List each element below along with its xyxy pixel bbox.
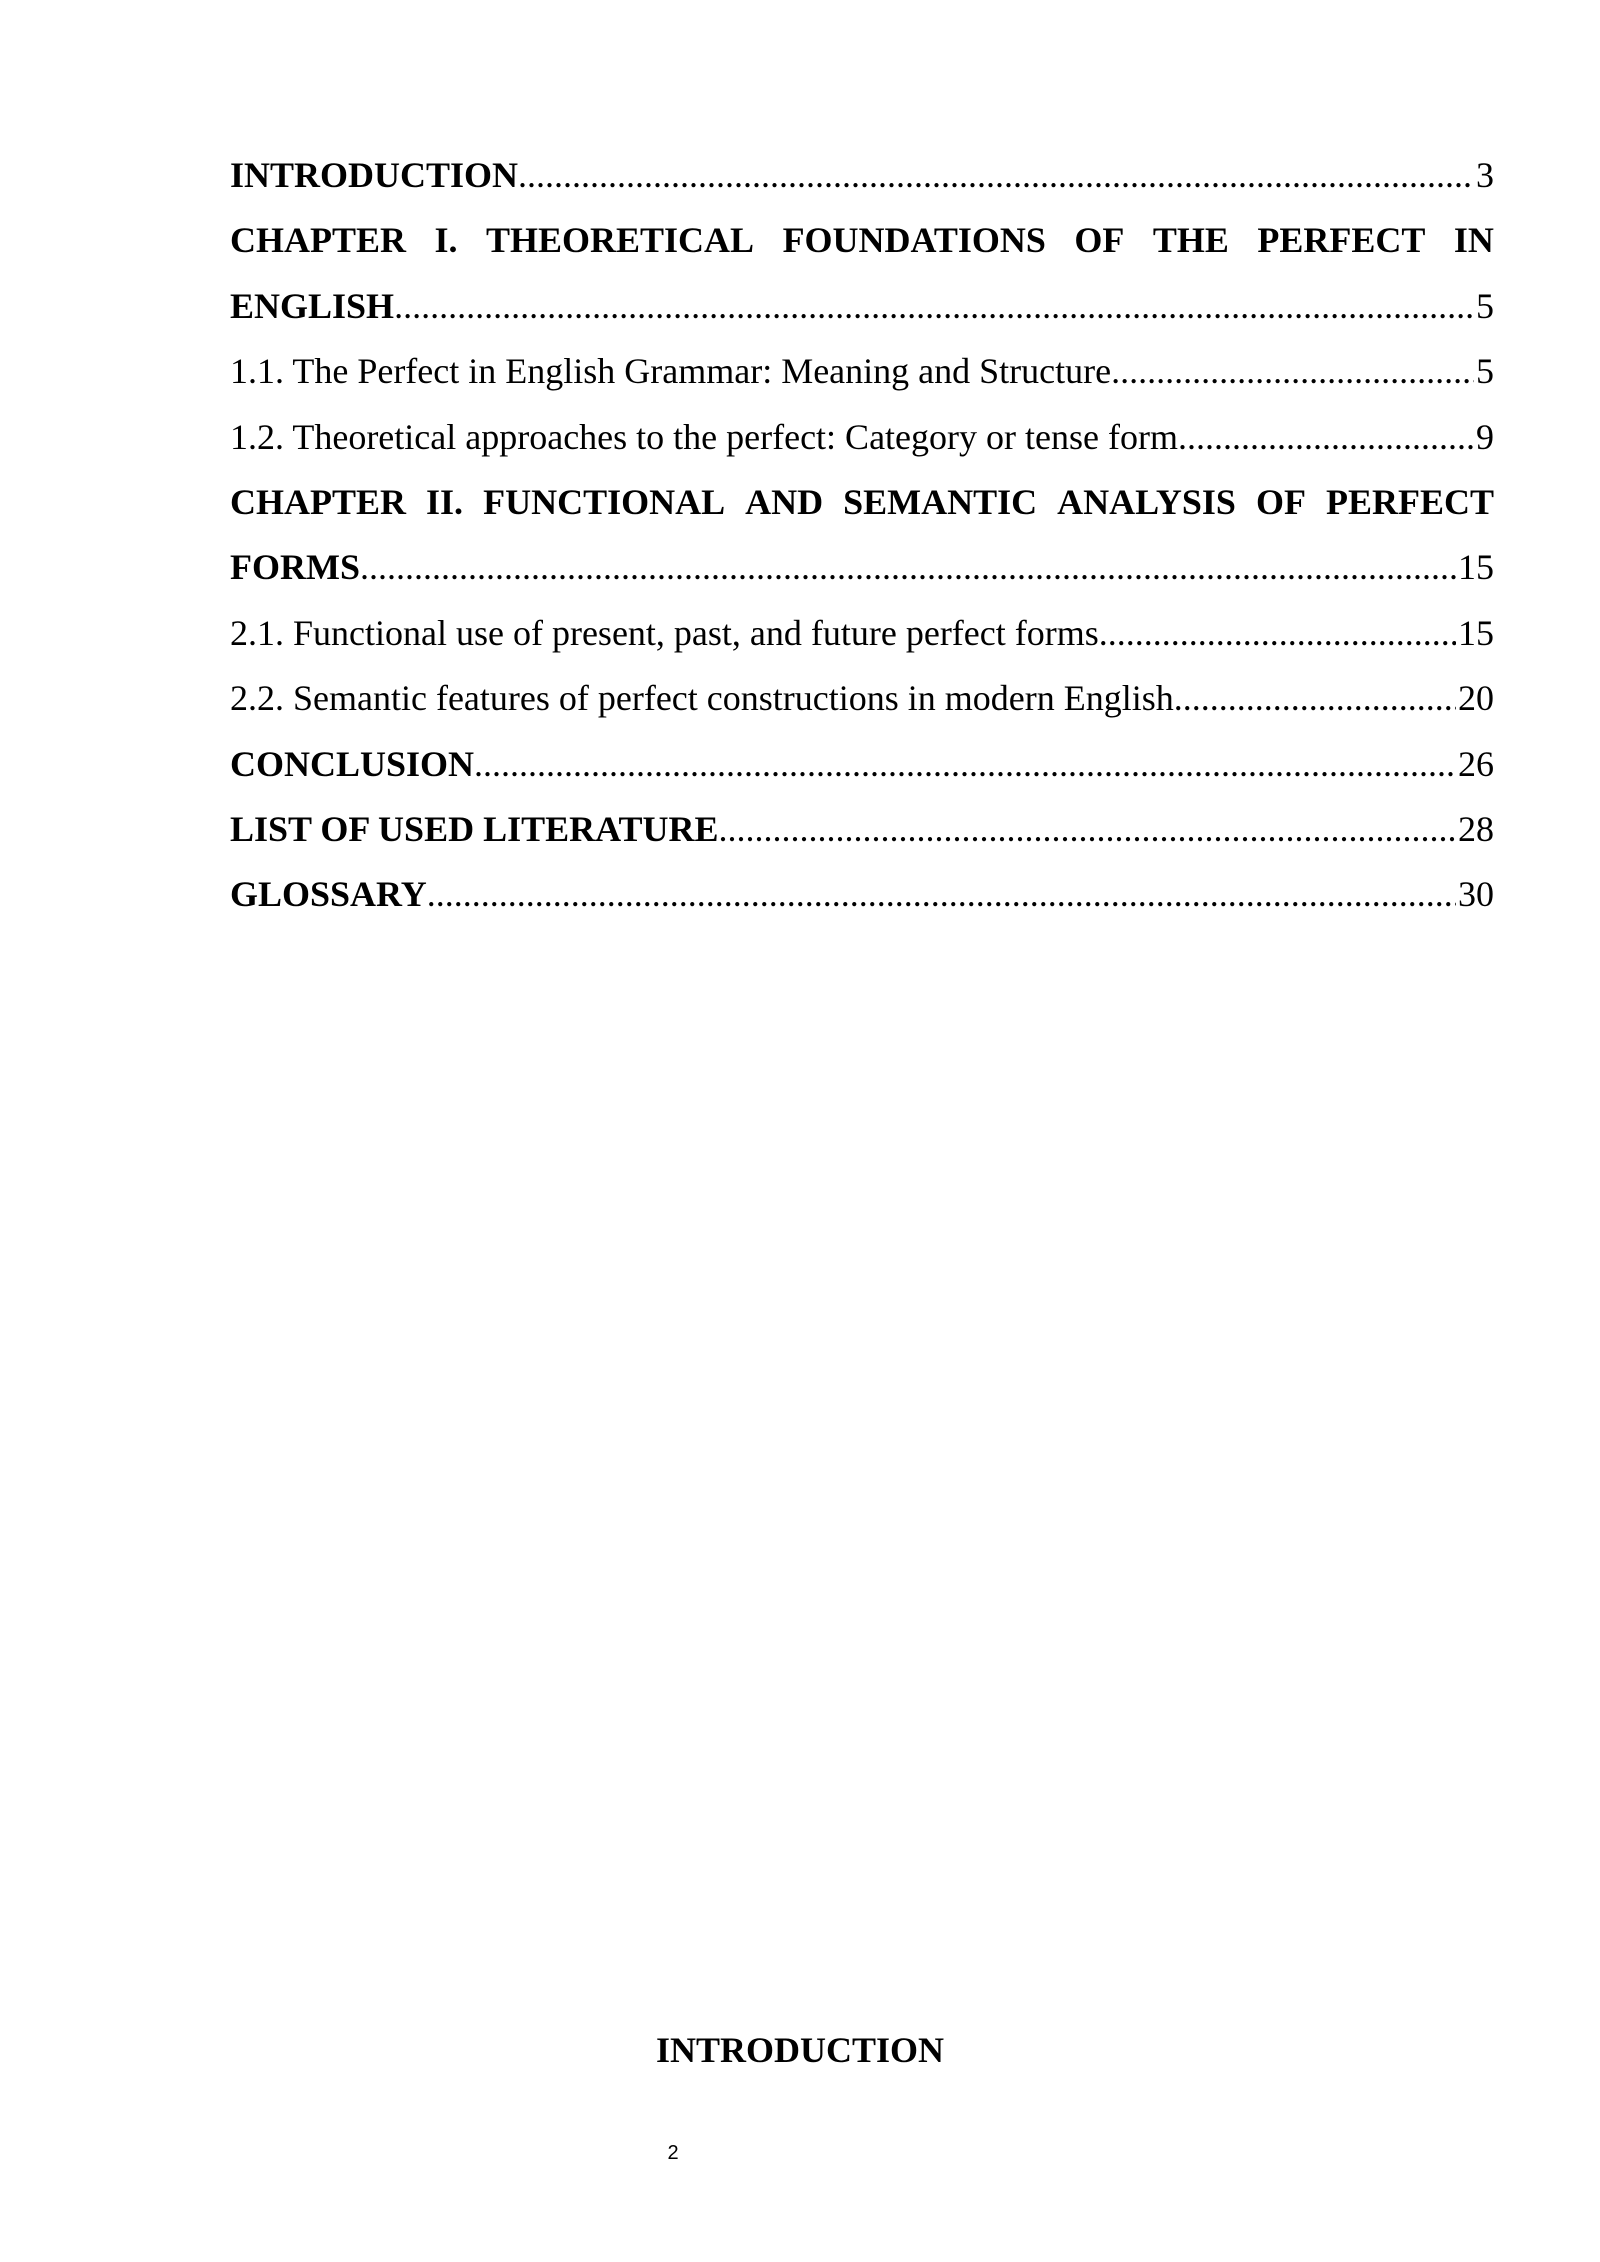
toc-entry-section-1-1[interactable] xyxy=(230,339,1494,404)
toc-entry-chapter-1-continued[interactable] xyxy=(230,274,1494,339)
toc-entry-conclusion[interactable] xyxy=(230,732,1494,797)
toc-entry-title: LIST OF USED LITERATURE xyxy=(230,808,719,849)
toc-entry-title: CONCLUSION xyxy=(230,743,475,784)
toc-entry-page-number: 28 xyxy=(1458,808,1494,849)
toc-entry-chapter-2[interactable] xyxy=(230,470,1494,535)
toc-leader-dots xyxy=(1174,666,1456,731)
toc-entry-page-number: 5 xyxy=(1476,351,1494,392)
toc-entry-literature[interactable] xyxy=(230,797,1494,862)
toc-entry-page-number: 5 xyxy=(1476,285,1494,326)
toc-entry-title-line-1: CHAPTER I. THEORETICAL FOUNDATIONS OF THE PERFECT IN xyxy=(230,220,1494,261)
toc-leader-dots xyxy=(360,535,1456,600)
toc-entry-page-number: 9 xyxy=(1476,416,1494,457)
toc-entry-title-line-1: CHAPTER II. FUNCTIONAL AND SEMANTIC ANALYSIS OF PERFECT xyxy=(230,481,1494,522)
toc-entry-section-1-2[interactable] xyxy=(230,405,1494,470)
toc-entry-glossary[interactable] xyxy=(230,862,1494,927)
toc-entry-section-2-2[interactable] xyxy=(230,666,1494,731)
toc-entry-page-number: 26 xyxy=(1458,743,1494,784)
toc-leader-dots xyxy=(1111,339,1474,404)
toc-entry-title: ENGLISH xyxy=(230,285,395,326)
toc-entry-page-number: 15 xyxy=(1458,547,1494,588)
toc-entry-title: 1.1. The Perfect in English Grammar: Meaning and Structure xyxy=(230,351,1112,392)
toc-entry-title: 2.2. Semantic features of perfect constructions in modern English xyxy=(230,678,1174,719)
toc-entry-title: FORMS xyxy=(230,547,360,588)
toc-entry-title: INTRODUCTION xyxy=(230,155,519,195)
section-heading-introduction: INTRODUCTION xyxy=(655,2030,945,2070)
toc-entry-title: GLOSSARY xyxy=(230,874,427,915)
toc-leader-dots xyxy=(718,797,1456,862)
toc-entry-section-2-1[interactable] xyxy=(230,601,1494,666)
toc-entry-title: 2.1. Functional use of present, past, and future perfect forms xyxy=(230,612,1099,653)
toc-entry-title: 1.2. Theoretical approaches to the perfect: Category or tense form xyxy=(230,416,1178,457)
toc-leader-dots xyxy=(1099,601,1456,666)
toc-entry-chapter-2-continued[interactable] xyxy=(230,535,1494,600)
toc-entry-introduction[interactable] xyxy=(230,143,1494,208)
toc-entry-page-number: 15 xyxy=(1458,612,1494,653)
page-number: 2 xyxy=(667,2142,679,2164)
toc-entry-page-number: 3 xyxy=(1476,155,1494,195)
toc-entry-page-number: 30 xyxy=(1458,874,1494,915)
toc-leader-dots xyxy=(518,143,1474,208)
toc-entry-chapter-1[interactable] xyxy=(230,208,1494,273)
toc-entry-page-number: 20 xyxy=(1458,678,1494,719)
toc-leader-dots xyxy=(1178,405,1474,470)
toc-leader-dots xyxy=(394,274,1474,339)
table-of-contents xyxy=(230,143,1494,928)
toc-leader-dots xyxy=(474,732,1456,797)
toc-leader-dots xyxy=(427,862,1456,927)
